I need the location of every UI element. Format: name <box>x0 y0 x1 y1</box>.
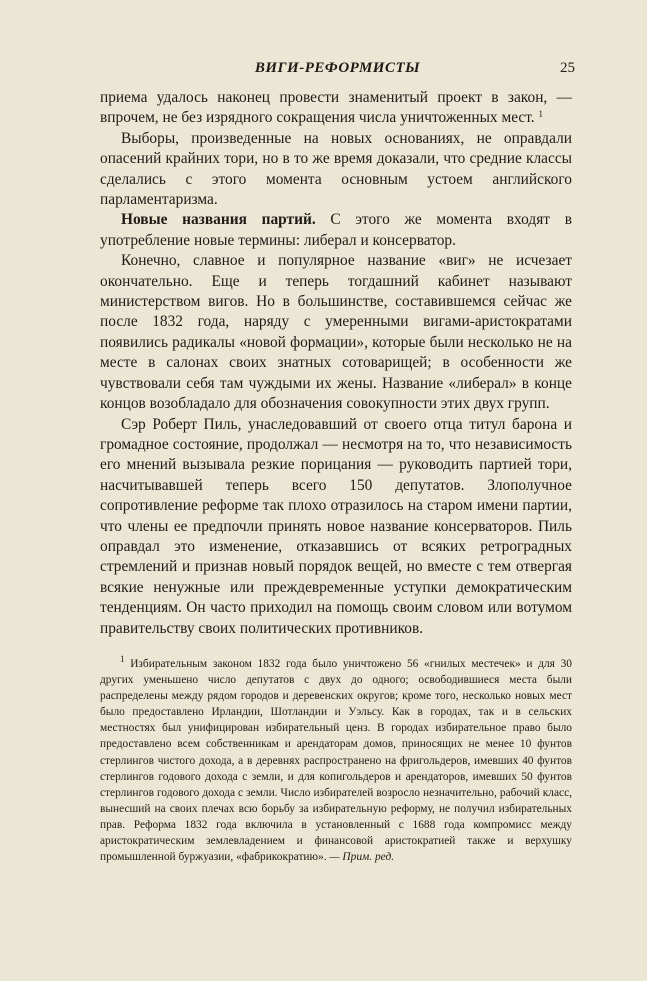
footnote <box>100 656 572 865</box>
footnote-attribution: — Прим. ред. <box>326 851 395 864</box>
footnote-text: Избирательным законом 1832 года было уничтожено 56 «гнилых местечек» и для 30 других уменьшено число депутатов с двух до одного; освободившиеся места были распределены между рядом городов и деревенских округов; кроме того, несколько новых мест было предоставлено Ирландии, Шотландии и Уэльсу. Как в городах, так и в сельских местностях был унифицирован избирательный ценз. В городах избирательное право было предоставлено всем собственникам и арендаторам домов, приносящих не менее 10 фунтов стерлингов чистого дохода, а в деревнях распространено на фригольдеров, имевших 40 фунтов стерлингов годового дохода с земли, и для копигольдеров и арендаторов, имевших 50 фунтов стерлингов годового дохода с земли. Число избирателей возросло незначительно, рабочий класс, вынесший на своих плечах всю борьбу за избирательную реформу, не получил избирательных прав. Реформа 1832 года включила в установленный с 1688 года компромисс между аристократическим землевладением и финансовой аристократией также и верхушку промышленной буржуазии, «фабрикократию». <box>100 658 572 864</box>
page-number: 25 <box>560 60 575 76</box>
footnote-marker: 1 <box>120 654 125 664</box>
paragraph-text: С этого же момента входят в употребление новые термины: либерал и консерватор. <box>100 211 572 249</box>
paragraph: Выборы, произведенные на новых основаниях, не оправдали опасений крайних тори, но в то же время доказали, что средние классы сделались с этого момента основным устоем английского парламентаризма. <box>100 129 572 209</box>
running-title: ВИГИ-РЕФОРМИСТЫ <box>254 60 421 76</box>
footnotes <box>100 656 572 865</box>
section-paragraph <box>100 210 572 251</box>
footnote-reference: 1 <box>538 109 544 120</box>
section-heading: Новые названия партий. <box>121 211 316 229</box>
paragraph: Сэр Роберт Пиль, унаследовавший от своего отца титул барона и громадное состояние, продолжал — несмотря на то, что независимость его мнений вызывала резкие порицания — руководить партией тори, насчитывавшей теперь всего 150 депутатов. Злополучное сопротивление реформе так плохо отразилось на старом имени партии, что члены ее предпочли принять новое название консерваторов. Пиль оправдал это изменение, отказавшись от всяких ретроградных стремлений и признав новый порядок вещей, но вместе с тем отвергая всякие ненужные или преждевременные уступки демократическим тенденциям. Он часто приходил на помощь своим словом или вотумом правительству своих политических противников. <box>100 415 572 637</box>
paragraph-continuation <box>100 88 572 129</box>
paragraph: Конечно, славное и популярное название «виг» не исчезает окончательно. Еще и теперь тогдашний кабинет называют министерством вигов. Но в большинстве, составившемся сейчас же после 1832 года, наряду с умеренными вигами-аристократами появились радикалы «новой формации», которые были несколько не на месте в салонах своих знатных сотоварищей; в особенности же чувствовали себя там чуждыми их жены. Название «либерал» в конце концов возобладало для обозначения совокупности этих двух групп. <box>100 252 572 413</box>
main-text <box>100 88 572 639</box>
paragraph-text: приема удалось наконец провести знаменитый проект в закон, — впрочем, не без изрядного сокращения числа уничтоженных мест. <box>100 89 572 127</box>
page-header <box>100 60 575 82</box>
